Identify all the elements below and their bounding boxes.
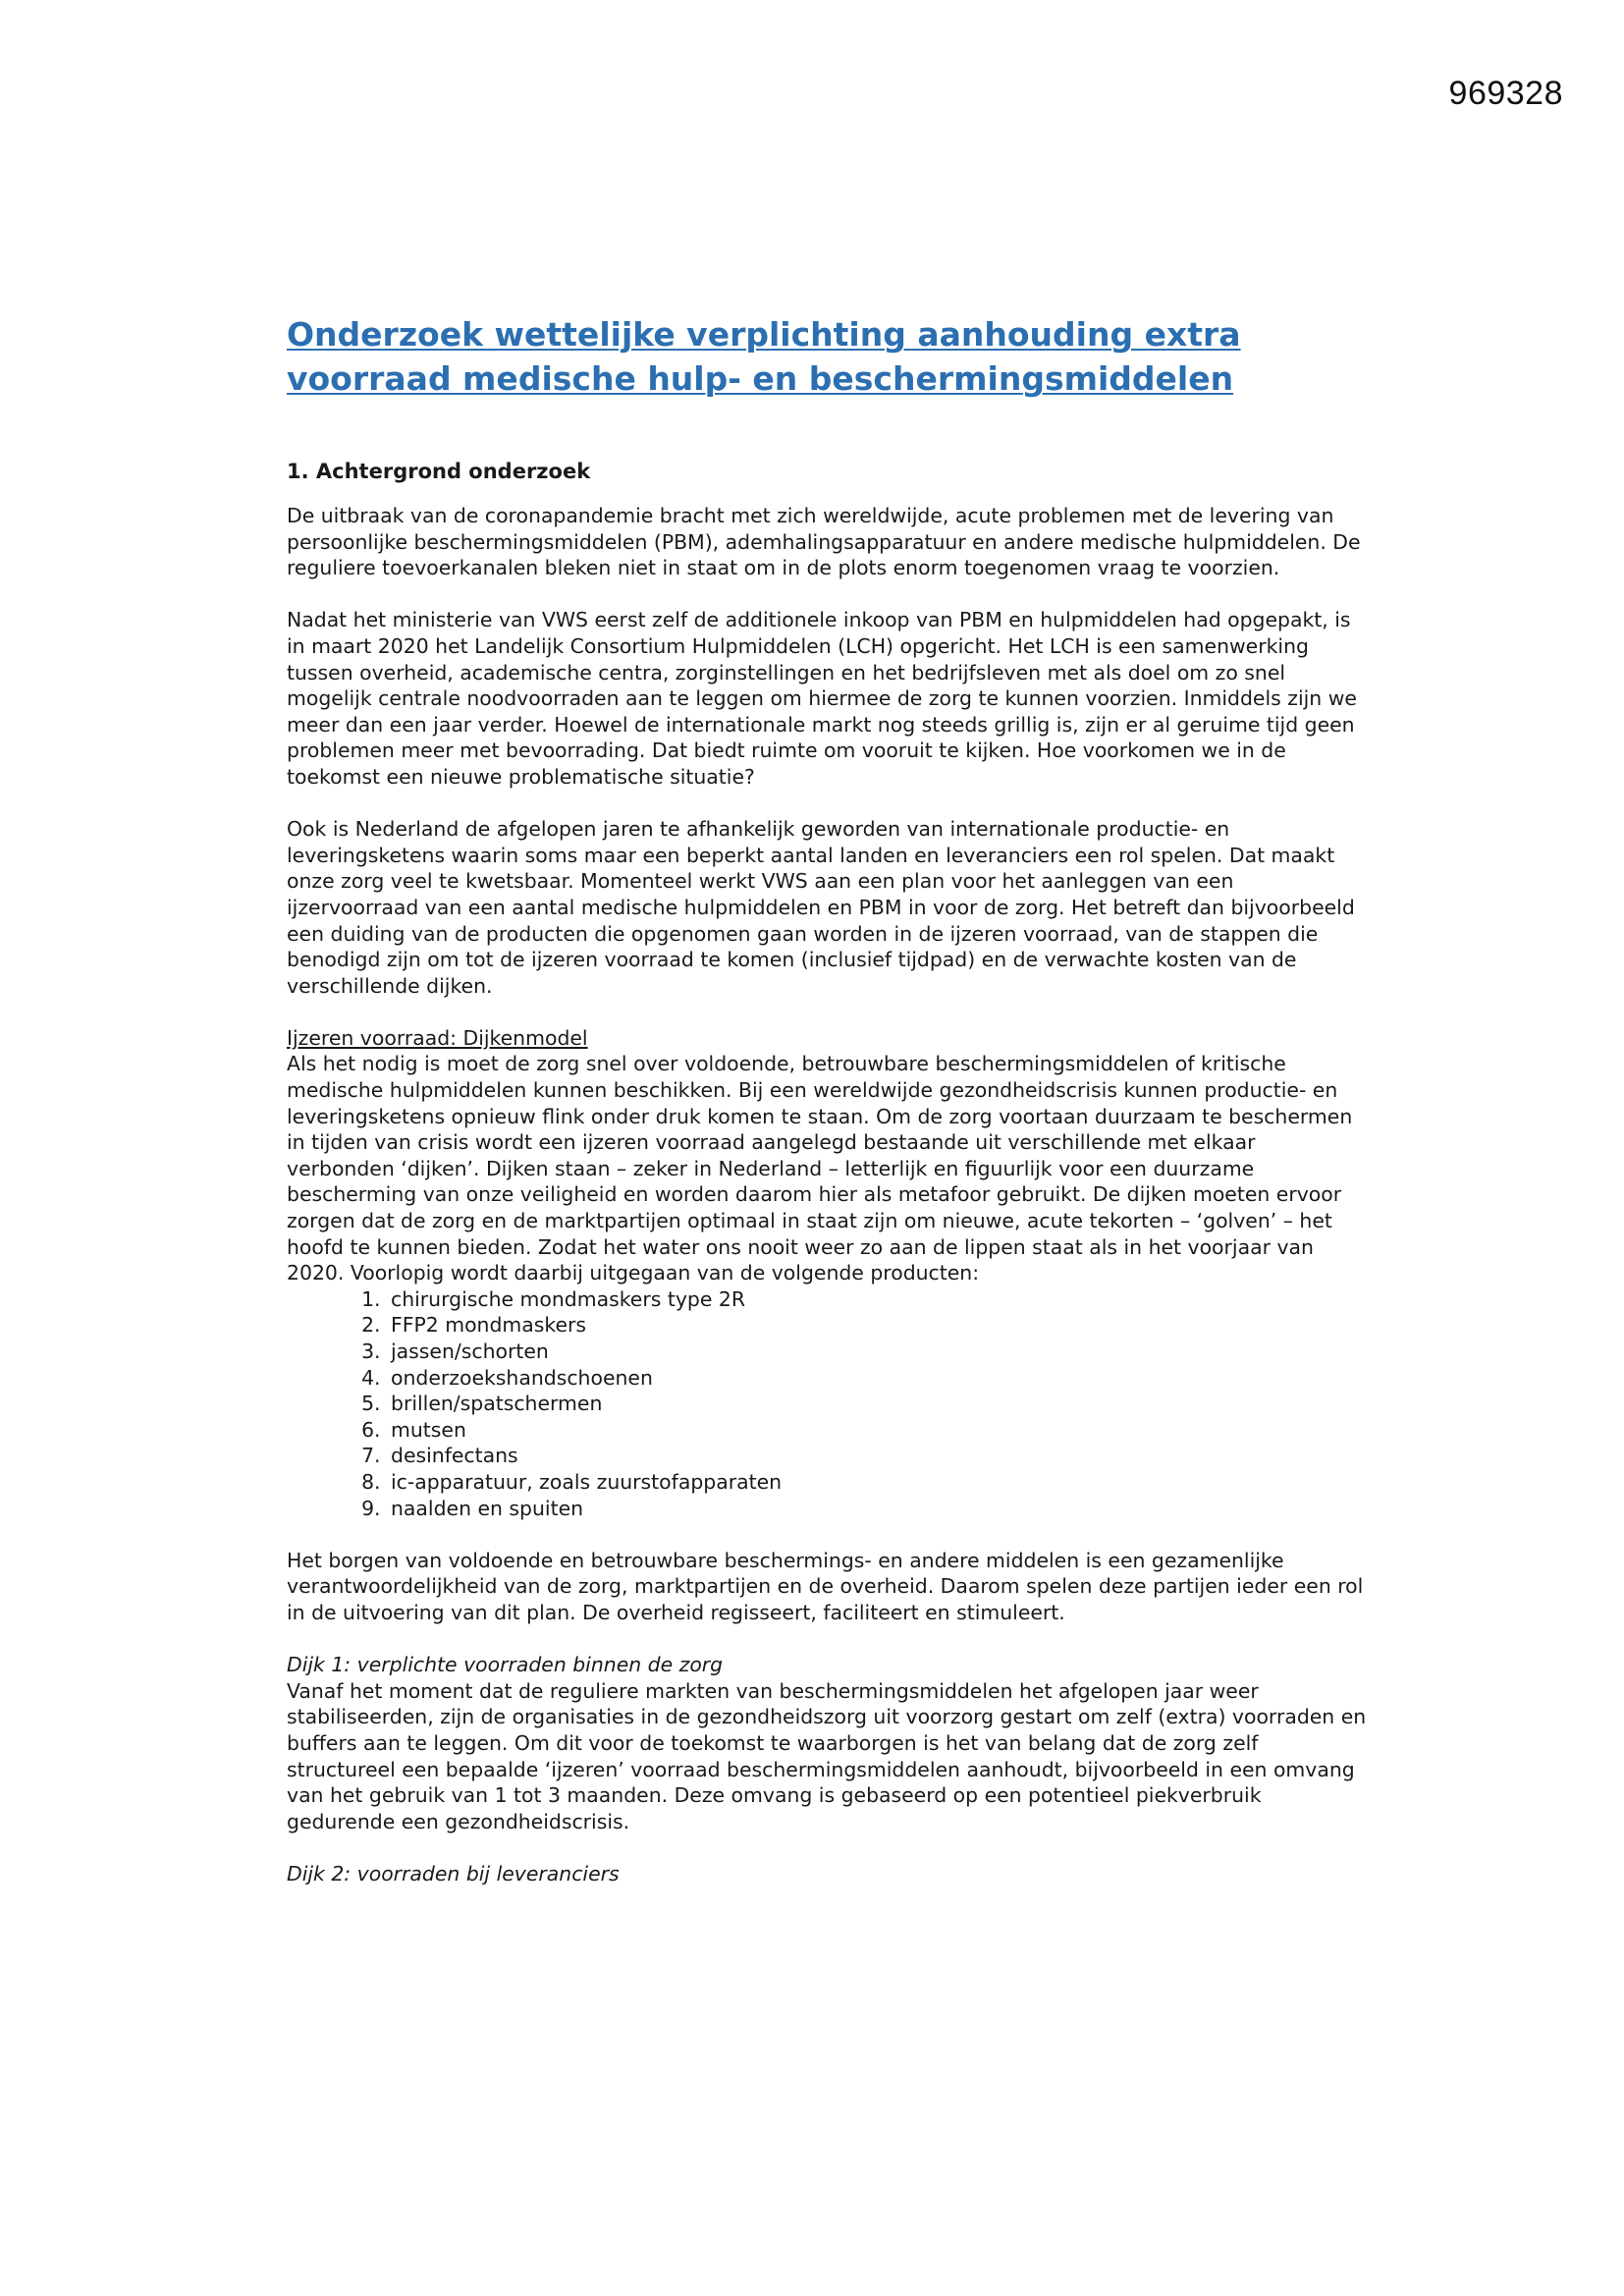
dijkenmodel-block (287, 1025, 1367, 1521)
document-number: 969328 (1448, 75, 1563, 112)
paragraph-afhankelijk: Ook is Nederland de afgelopen jaren te afhankelijk geworden van internationale productie- en leveringsketens waarin soms maar een beperkt aantal landen en leveranciers een rol spelen. Dat maakt onze zorg veel te kwetsbaar. Momenteel werkt VWS aan een plan voor het aanleggen van een ijzervoorraad van een aantal medische hulpmiddelen en PBM in voor de zorg. Het betreft dan bijvoorbeeld een duiding van de producten die opgenomen gaan worden in de ijzeren voorraad, van de stappen die benodigd zijn om tot de ijzeren voorraad te komen (inclusief tijdpad) en de verwachte kosten van de verschillende dijken. (287, 817, 1355, 998)
paragraph-lch: Nadat het ministerie van VWS eerst zelf de additionele inkoop van PBM en hulpmiddelen had opgepakt, is in maart 2020 het Landelijk Consortium Hulpmiddelen (LCH) opgericht. Het LCH is een samenwerking tussen overheid, academische centra, zorginstellingen en het bedrijfsleven met als doel om zo snel mogelijk centrale noodvoorraden aan te leggen om hiermee de zorg te kunnen voorzien. Inmiddels zijn we meer dan een jaar verder. Hoewel de internationale markt nog steeds grillig is, zijn er al geruime tijd geen problemen meer met bevoorrading. Dat biedt ruimte om vooruit te kijken. Hoe voorkomen we in de toekomst een nieuwe problematische situatie? (287, 608, 1357, 789)
list-item: 3. jassen/schorten (387, 1339, 1367, 1365)
list-item: 1. chirurgische mondmaskers type 2R (387, 1286, 1367, 1313)
dijk1-block (287, 1652, 1367, 1834)
document-title (287, 312, 1367, 401)
list-item: 9. naalden en spuiten (387, 1496, 1367, 1522)
title-line-1: Onderzoek wettelijke verplichting aanhouding extra (287, 315, 1241, 354)
section-heading-achtergrond: 1. Achtergrond onderzoek (287, 460, 591, 483)
dijk2-heading: Dijk 2: voorraden bij leveranciers (287, 1861, 620, 1886)
dijkenmodel-heading: Ijzeren voorraad: Dijkenmodel (287, 1025, 588, 1050)
dijkenmodel-text: Als het nodig is moet de zorg snel over voldoende, betrouwbare beschermingsmiddelen of kritische medische hulpmiddelen kunnen beschikken. Bij een wereldwijde gezondheidscrisis kunnen productie- en leveringsketens opnieuw flink onder druk komen te staan. Om de zorg voortaan duurzaam te beschermen in tijden van crisis wordt een ijzeren voorraad aangelegd bestaande uit verschillende met elkaar verbonden ‘dijken’. Dijken staan – zeker in Nederland – letterlijk en figuurlijk voor een duurzame bescherming van onze veiligheid en worden daarom hier als metafoor gebruikt. De dijken moeten ervoor zorgen dat de zorg en de marktpartijen optimaal in staat zijn om nieuwe, acute tekorten – ‘golven’ – het hoofd te kunnen bieden. Zodat het water ons nooit weer zo aan de lippen staat als in het voorjaar van 2020. Voorlopig wordt daarbij uitgegaan van de volgende producten: (287, 1052, 1353, 1285)
list-item: 7. desinfectans (387, 1443, 1367, 1469)
list-item: 6. mutsen (387, 1417, 1367, 1444)
dijk1-text: Vanaf het moment dat de reguliere markten van beschermingsmiddelen het afgelopen jaar weer stabiliseerden, zijn de organisaties in de gezondheidszorg uit voorzorg gestart om zelf (extra) voorraden en buffers aan te leggen. Om dit voor de toekomst te waarborgen is het van belang dat de zorg zelf structureel een bepaalde ‘ijzeren’ voorraad beschermingsmiddelen aanhoudt, bijvoorbeeld in een omvang van het gebruik van 1 tot 3 maanden. Deze omvang is gebaseerd op een potentieel piekverbruik gedurende een gezondheidscrisis. (287, 1678, 1367, 1833)
document-body (287, 312, 1367, 1913)
list-item: 2. FFP2 mondmaskers (387, 1312, 1367, 1339)
list-item: 5. brillen/spatschermen (387, 1391, 1367, 1417)
list-item: 4. onderzoekshandschoenen (387, 1365, 1367, 1392)
dijk1-heading: Dijk 1: verplichte voorraden binnen de zorg (287, 1653, 724, 1677)
paragraph-uitbraak: De uitbraak van de coronapandemie bracht met zich wereldwijde, acute problemen met de levering van persoonlijke beschermingsmiddelen (PBM), ademhalingsapparatuur en andere medische hulpmiddelen. De reguliere toevoerkanalen bleken niet in staat om in de plots enorm toegenomen vraag te voorzien. (287, 504, 1361, 580)
title-line-2: voorraad medische hulp- en beschermingsmiddelen (287, 359, 1234, 398)
list-item: 8. ic-apparatuur, zoals zuurstofapparaten (387, 1469, 1367, 1496)
paragraph-borgen: Het borgen van voldoende en betrouwbare beschermings- en andere middelen is een gezamenlijke verantwoordelijkheid van de zorg, marktpartijen en de overheid. Daarom spelen deze partijen ieder een rol in de uitvoering van dit plan. De overheid regisseert, faciliteert en stimuleert. (287, 1548, 1364, 1624)
product-list (287, 1286, 1367, 1521)
